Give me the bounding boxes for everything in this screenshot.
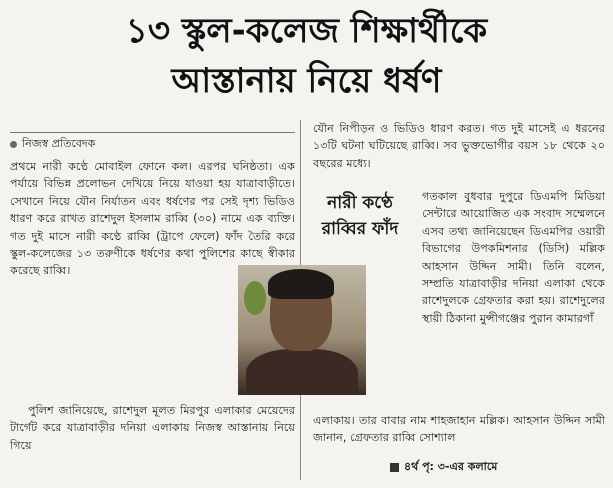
- bullet-icon: [10, 141, 17, 148]
- photo-hair: [268, 269, 334, 299]
- headline-line-1: ১৩ স্কুল-কলেজ শিক্ষার্থীকে: [125, 11, 488, 51]
- headline-line-2: আস্তানায় নিয়ে ধর্ষণ: [171, 61, 442, 101]
- body-column-right-top: যৌন নিপীড়ন ও ভিডিও ধারণ করত। গত দুই মাসেই এ ধরনের ১৩টি ঘটনা ঘটিয়েছে রাব্বি। সব ভুক্তভোগীর বয়স ১৮ থেকে ২০ বছরের মধ্যে।: [313, 122, 605, 170]
- byline-text: নিজস্ব প্রতিবেদক: [22, 137, 96, 150]
- square-bullet-icon: [390, 463, 399, 472]
- person-photo: [238, 265, 366, 395]
- jump-line: [390, 459, 497, 475]
- background-plant: [244, 281, 266, 315]
- photo-body: [246, 349, 358, 395]
- pull-quote: নারী কণ্ঠে রাব্বির ফাঁদ: [321, 193, 399, 239]
- body-column-left-bottom: পুলিশ জানিয়েছে, রাশেদুল মূলত মিরপুর এলাকার মেয়েদের টার্গেট করে যাত্রাবাড়ীর দনিয়া এলাকায় নিজস্ব আস্তানায় নিয়ে গিয়ে: [10, 404, 295, 452]
- body-column-left: প্রথমে নারী কণ্ঠে মোবাইল ফোনে কল। এরপর ঘনিষ্ঠতা। এক পর্যায়ে বিভিন্ন প্রলোভন দেখিয়ে নিয়ে যাওয়া হয় যাত্রাবাড়ীতে। সেখানে নিয়ে যৌন নির্যাতন এবং ধর্ষণের পর সেই দৃশ্য ভিডিও ধারণ করে রাখত রাশেদুল ইসলাম রাব্বি (৩০) নামে এক ব্যক্তি। গত দুই মাসে নারী কণ্ঠে রাব্বি (ট্রাপে ফেলে) ফাঁদ তৈরি করে স্কুল-কলেজের ১৩ তরুণীকে ধর্ষণের কথা পুলিশের কাছে স্বীকার করেছে রাব্বি।: [10, 160, 295, 278]
- body-column-right: গতকাল বুধবার দুপুরে ডিএমপি মিডিয়া সেন্টারে আয়োজিত এক সংবাদ সম্মেলনে এসব তথ্য জানিয়েছেন ডিএমপির ওয়ারী বিভাগের উপকমিশনার (ডিসি) মল্লিক আহসান উদ্দিন সামী। তিনি বলেন, সম্প্রতি যাত্রাবাড়ীর দনিয়া এলাকা থেকে রাশেদুলকে গ্রেফতার করা হয়। রাশেদুলের স্থায়ী ঠিকানা মুন্সীগঞ্জের পুরান কামারগাঁ: [422, 190, 605, 325]
- jump-text: ৪র্থ পৃ: ৩-এর কলামে: [404, 460, 498, 473]
- byline: [10, 132, 295, 152]
- body-column-right-bottom: এলাকায়। তার বাবার নাম শাহজাহান মল্লিক। আহসান উদ্দিন সামী জানান, গ্রেফতার রাব্বি সোশ্যাল: [313, 414, 605, 445]
